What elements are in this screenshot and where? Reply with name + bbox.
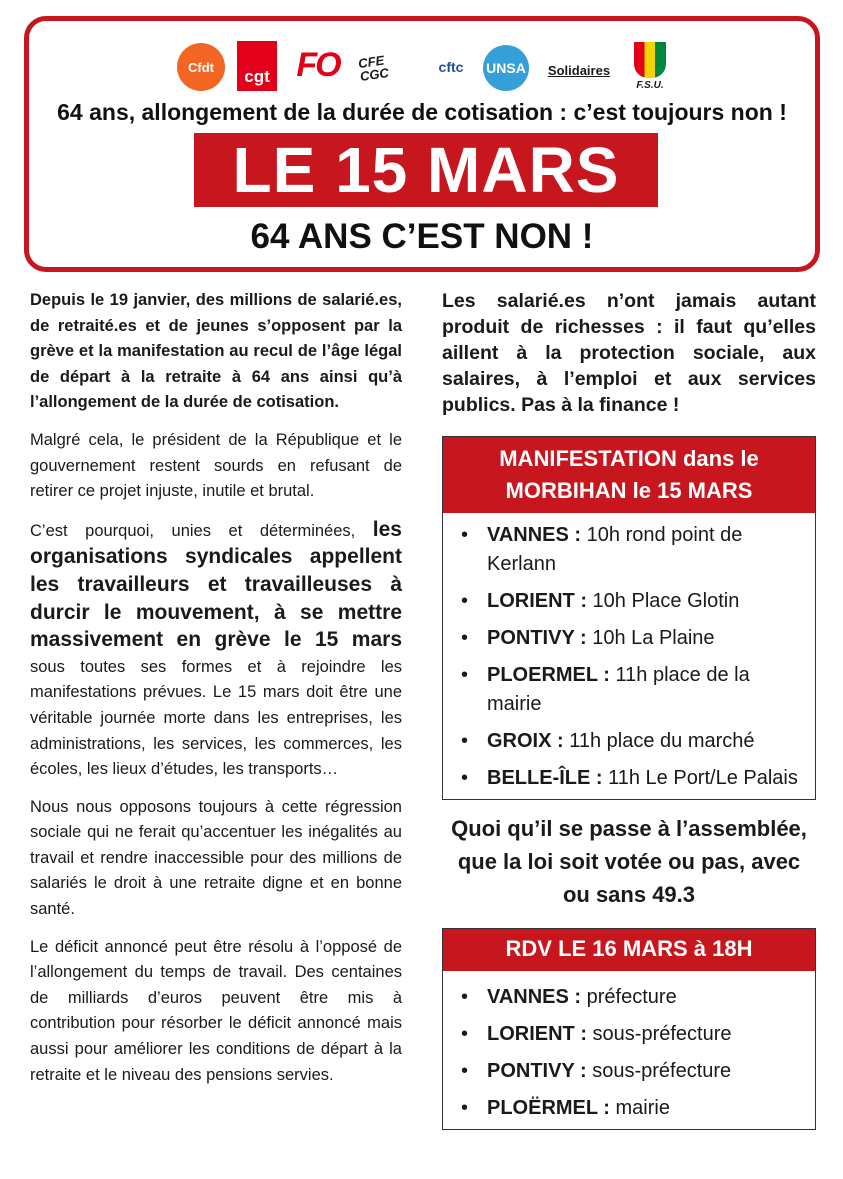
- event-detail: 11h place du marché: [563, 730, 755, 752]
- list-item: [457, 521, 801, 579]
- headline-slogan: 64 ANS C’EST NON !: [250, 217, 594, 256]
- list-item: [457, 764, 801, 793]
- cftc-logo: cftc: [438, 59, 464, 75]
- paragraph-opposition: Nous nous opposons toujours à cette régression sociale qui ne ferait qu’accentuer les inégalités au travail et rendre inaccessible pour des millions de salariés le droit à une retraite digne et en bonne santé.: [30, 797, 402, 919]
- bullet-icon: •: [461, 627, 469, 649]
- list-item: [457, 587, 801, 616]
- middle-statement: Quoi qu’il se passe à l’assemblée, que la loi soit votée ou pas, avec ou sans 49.3: [451, 816, 807, 907]
- rdv-title: RDV LE 16 MARS à 18H: [443, 929, 815, 971]
- fsu-label: F.S.U.: [636, 79, 664, 91]
- city-name: LORIENT :: [487, 1023, 587, 1045]
- fo-logo: FO: [296, 45, 340, 84]
- call-emphasis: les organisations syndicales appellent les travailleurs et travailleuses à durcir le mouvement, à se mettre massivement en grève le 15 mars: [30, 517, 402, 652]
- event-detail: mairie: [609, 1097, 670, 1119]
- manifestation-title: MANIFESTATION dans le MORBIHAN le 15 MARS: [443, 437, 815, 513]
- cfdt-logo: Cfdt: [177, 43, 225, 91]
- paragraph-president: Malgré cela, le président de la République et le gouvernement restent sourds en refusant de retirer ce projet injuste, inutile et brutal.: [30, 430, 402, 501]
- event-detail: 11h Le Port/Le Palais: [602, 767, 798, 789]
- paragraph-deficit: Le déficit annoncé peut être résolu à l’opposé de l’allongement du temps de travail. Des centaines de milliards d’euros peuvent être mis à contribution pour résorber le déficit annoncé mais aussi pour améliorer les conditions de départ à la retraite et le niveau des pensions servies.: [30, 937, 402, 1084]
- list-item: [457, 661, 801, 719]
- list-item: [457, 983, 801, 1012]
- city-name: LORIENT :: [487, 590, 587, 612]
- header-banner: [24, 16, 820, 272]
- union-logos: [29, 31, 815, 95]
- bullet-icon: •: [461, 1060, 469, 1082]
- list-item: [457, 624, 801, 653]
- call-start: C’est pourquoi, unies et déterminées,: [30, 521, 356, 540]
- list-item: [457, 1094, 801, 1123]
- cgt-logo: cgt: [237, 41, 277, 91]
- event-detail: 11h place de la mairie: [487, 664, 750, 715]
- manifestation-box: [442, 436, 816, 800]
- cfe-cgc-logo: CFE CGC: [357, 52, 390, 84]
- list-item: [457, 1057, 801, 1086]
- bullet-icon: •: [461, 590, 469, 612]
- right-column-intro: [442, 288, 816, 418]
- bullet-icon: •: [461, 1097, 469, 1119]
- city-name: VANNES :: [487, 986, 582, 1008]
- event-detail: sous-préfecture: [587, 1023, 732, 1045]
- bullet-icon: •: [461, 767, 469, 789]
- event-detail: préfecture: [581, 986, 677, 1008]
- city-name: VANNES :: [487, 524, 582, 546]
- bullet-icon: •: [461, 1023, 469, 1045]
- fsu-logo: [627, 37, 673, 95]
- paragraph-intro: Depuis le 19 janvier, des millions de salarié.es, de retraité.es et de jeunes s’opposent par la grève et la manifestation au recul de l’âge légal de départ à la retraite à 64 ans ainsi qu’à l’allongement de la durée de cotisation.: [30, 291, 402, 412]
- solidaires-logo: Solidaires: [547, 62, 611, 78]
- bullet-icon: •: [461, 524, 469, 546]
- manifestation-list: [443, 513, 815, 793]
- event-detail: 10h La Plaine: [586, 627, 715, 649]
- list-item: [457, 727, 801, 756]
- city-name: PONTIVY :: [487, 1060, 587, 1082]
- bullet-icon: •: [461, 664, 469, 686]
- unsa-logo: UNSA: [483, 45, 529, 91]
- header-subtitle: 64 ans, allongement de la durée de cotisation : c’est toujours non !: [57, 99, 787, 125]
- city-name: PONTIVY :: [487, 627, 587, 649]
- city-name: PLOËRMEL :: [487, 1097, 610, 1119]
- event-detail: 10h Place Glotin: [587, 590, 740, 612]
- event-detail: sous-préfecture: [586, 1060, 732, 1082]
- event-detail: 10h rond point de Kerlann: [487, 524, 743, 575]
- city-name: PLOERMEL :: [487, 664, 610, 686]
- fsu-u-shape: [634, 42, 666, 78]
- list-item: [457, 1020, 801, 1049]
- bullet-icon: •: [461, 730, 469, 752]
- bullet-icon: •: [461, 986, 469, 1008]
- headline-date: LE 15 MARS: [194, 133, 658, 207]
- intro-statement: Les salarié.es n’ont jamais autant produit de richesses : il faut qu’elles aillent à la protection sociale, aux salaires, à l’emploi et aux services publics. Pas à la finance !: [442, 290, 816, 416]
- city-name: BELLE-ÎLE :: [487, 767, 603, 789]
- left-column: [30, 288, 402, 1100]
- paragraph-call: [30, 517, 402, 783]
- rdv-box: [442, 928, 816, 1130]
- call-end: sous toutes ses formes et à rejoindre les manifestations prévues. Le 15 mars doit être une véritable journée morte dans les entreprises, les administrations, les services, les commerces, les écoles, les lieux d’études, les transports…: [30, 657, 402, 779]
- city-name: GROIX :: [487, 730, 564, 752]
- rdv-list: [443, 971, 815, 1123]
